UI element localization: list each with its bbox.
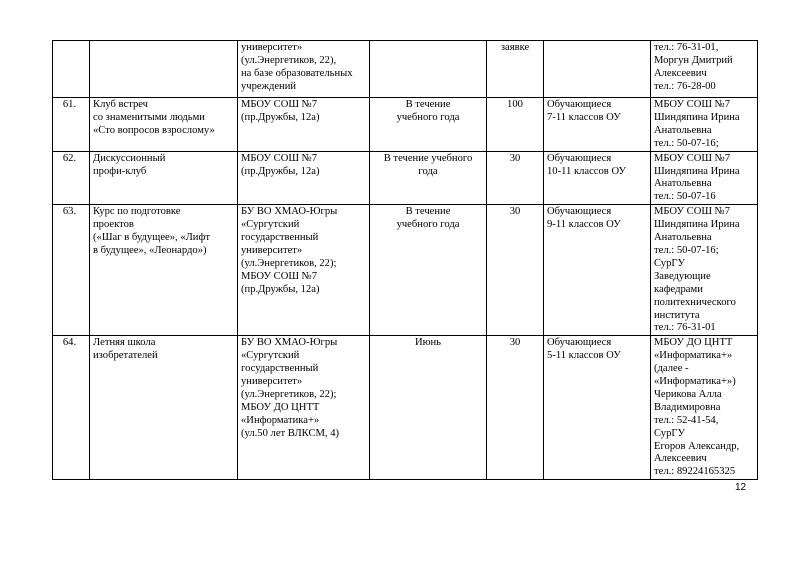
participant-count-cell bbox=[487, 336, 544, 480]
row-number-cell bbox=[53, 205, 90, 336]
cell-text-line: МБОУ СОШ №7 bbox=[654, 206, 731, 218]
cell-text-line: Шиндяпина Ирина bbox=[654, 219, 740, 231]
cell-text-line: Егоров Александр, bbox=[654, 440, 740, 452]
cell-text-line: (пр.Дружбы, 12а) bbox=[241, 283, 320, 295]
cell-text-line: тел.: 76-31-01, bbox=[654, 42, 719, 53]
cell-text-line: государственный bbox=[241, 363, 319, 375]
cell-text-line: 62. bbox=[62, 152, 77, 164]
table-row bbox=[53, 205, 758, 336]
cell-text-line: изобретателей bbox=[93, 350, 158, 362]
responsible-cell bbox=[651, 98, 758, 152]
cell-text-line: кафедрами bbox=[654, 283, 703, 295]
cell-text-line: МБОУ СОШ №7 bbox=[241, 152, 318, 164]
cell-text-line: университет» bbox=[241, 42, 303, 53]
cell-text-line: МБОУ СОШ №7 bbox=[241, 99, 318, 110]
cell-text-line: (ул.Энергетиков, 22); bbox=[241, 388, 337, 400]
period-cell bbox=[370, 41, 487, 98]
cell-text-line: (пр.Дружбы, 12а) bbox=[241, 111, 320, 123]
cell-text-line: СурГУ bbox=[654, 257, 686, 269]
participants-cell bbox=[544, 151, 651, 205]
cell-text-line: тел.: 50-07-16; bbox=[654, 137, 719, 149]
cell-text-line: «Сургутский bbox=[241, 219, 300, 231]
cell-text-line: учебного года bbox=[396, 111, 460, 123]
cell-text-line: 30 bbox=[509, 206, 521, 218]
cell-text-line: Обучающиеся bbox=[547, 337, 612, 349]
period-cell bbox=[370, 151, 487, 205]
cell-text-line: МБОУ СОШ №7 bbox=[654, 99, 731, 110]
responsible-cell bbox=[651, 41, 758, 98]
cell-text-line: Клуб встреч bbox=[93, 99, 149, 110]
event-name-cell bbox=[90, 205, 238, 336]
cell-text-line: университет» bbox=[241, 376, 303, 388]
cell-text-line: Заведующие bbox=[654, 270, 711, 282]
cell-text-line: в будущее», «Леонардо») bbox=[93, 244, 207, 256]
cell-text-line: Июнь bbox=[414, 337, 442, 349]
cell-text-line: МБОУ ДО ЦНТТ bbox=[241, 401, 320, 413]
cell-text-line: Летняя школа bbox=[93, 337, 156, 349]
cell-text-line: Дискуссионный bbox=[93, 152, 166, 164]
cell-text-line: Шиндяпина Ирина bbox=[654, 165, 740, 177]
cell-text-line: Анатольевна bbox=[654, 232, 712, 244]
participant-count-cell bbox=[487, 98, 544, 152]
cell-text-line: 30 bbox=[509, 152, 521, 164]
event-name-cell bbox=[90, 98, 238, 152]
cell-text-line: (ул.Энергетиков, 22), bbox=[241, 54, 337, 66]
cell-text-line: учебного года bbox=[396, 219, 460, 231]
cell-text-line: Обучающиеся bbox=[547, 99, 612, 110]
row-number-cell bbox=[53, 98, 90, 152]
cell-text-line: Обучающиеся bbox=[547, 152, 612, 164]
cell-text-line: года bbox=[418, 165, 438, 177]
cell-text-line: 5-11 классов ОУ bbox=[547, 350, 621, 362]
cell-text-line: «Сто вопросов взрослому» bbox=[93, 124, 215, 136]
cell-text-line: («Шаг в будущее», «Лифт bbox=[93, 232, 210, 244]
cell-text-line: 100 bbox=[507, 99, 523, 110]
events-table bbox=[52, 40, 758, 480]
period-cell bbox=[370, 336, 487, 480]
cell-text-line: государственный bbox=[241, 232, 319, 244]
cell-text-line: на базе образовательных bbox=[241, 67, 353, 79]
table-row bbox=[53, 336, 758, 480]
cell-text-line: СурГУ bbox=[654, 427, 686, 439]
cell-text-line: тел.: 76-28-00 bbox=[654, 80, 716, 92]
event-name-cell bbox=[90, 336, 238, 480]
cell-text-line: Владимировна bbox=[654, 401, 721, 413]
period-cell bbox=[370, 98, 487, 152]
cell-text-line: (далее - bbox=[654, 363, 689, 375]
cell-text-line: профи-клуб bbox=[93, 165, 147, 177]
cell-text-line: (ул.50 лет ВЛКСМ, 4) bbox=[241, 427, 340, 439]
cell-text-line: В течение учебного bbox=[383, 152, 473, 164]
cell-text-line: 63. bbox=[62, 206, 77, 218]
cell-text-line: Моргун Дмитрий bbox=[654, 54, 733, 66]
venue-cell bbox=[238, 98, 370, 152]
cell-text-line: тел.: 52-41-54, bbox=[654, 414, 719, 426]
venue-cell bbox=[238, 205, 370, 336]
cell-text-line: Анатольевна bbox=[654, 178, 712, 190]
cell-text-line: тел.: 89224165325 bbox=[654, 466, 736, 478]
event-name-cell bbox=[90, 151, 238, 205]
table-row bbox=[53, 151, 758, 205]
cell-text-line: Алексеевич bbox=[654, 453, 707, 465]
cell-text-line: «Информатика+» bbox=[241, 414, 320, 426]
row-number-cell bbox=[53, 336, 90, 480]
responsible-cell bbox=[651, 205, 758, 336]
cell-text-line: В течение bbox=[405, 99, 451, 110]
cell-text-line: университет» bbox=[241, 244, 303, 256]
participants-cell bbox=[544, 205, 651, 336]
cell-text-line: со знаменитыми людьми bbox=[93, 111, 205, 123]
participants-cell bbox=[544, 336, 651, 480]
cell-text-line: «Информатика+» bbox=[654, 350, 733, 362]
cell-text-line: Анатольевна bbox=[654, 124, 712, 136]
participant-count-cell bbox=[487, 151, 544, 205]
responsible-cell bbox=[651, 336, 758, 480]
cell-text-line: института bbox=[654, 309, 700, 321]
cell-text-line: Обучающиеся bbox=[547, 206, 612, 218]
cell-text-line: проектов bbox=[93, 219, 134, 231]
cell-text-line: В течение bbox=[405, 206, 451, 218]
cell-text-line: МБОУ ДО ЦНТТ bbox=[654, 337, 733, 349]
page-number: 12 bbox=[735, 482, 747, 493]
cell-text-line: заявке bbox=[500, 42, 530, 53]
row-number-cell bbox=[53, 151, 90, 205]
event-name-cell bbox=[90, 41, 238, 98]
cell-text-line: БУ ВО ХМАО-Югры bbox=[241, 206, 338, 218]
participants-cell bbox=[544, 98, 651, 152]
participant-count-cell bbox=[487, 205, 544, 336]
cell-text-line: «Сургутский bbox=[241, 350, 300, 362]
table-row bbox=[53, 41, 758, 98]
cell-text-line: 10-11 классов ОУ bbox=[547, 165, 627, 177]
table-row bbox=[53, 98, 758, 152]
cell-text-line: Черикова Алла bbox=[654, 388, 722, 400]
cell-text-line: 7-11 классов ОУ bbox=[547, 111, 621, 123]
cell-text-line: (пр.Дружбы, 12а) bbox=[241, 165, 320, 177]
cell-text-line: политехнического bbox=[654, 296, 736, 308]
cell-text-line: МБОУ СОШ №7 bbox=[654, 152, 731, 164]
participant-count-cell bbox=[487, 41, 544, 98]
cell-text-line: БУ ВО ХМАО-Югры bbox=[241, 337, 338, 349]
cell-text-line: МБОУ СОШ №7 bbox=[241, 270, 318, 282]
cell-text-line: 9-11 классов ОУ bbox=[547, 219, 621, 231]
row-number-cell bbox=[53, 41, 90, 98]
cell-text-line: 64. bbox=[62, 337, 77, 349]
responsible-cell bbox=[651, 151, 758, 205]
cell-text-line: Курс по подготовке bbox=[93, 206, 181, 218]
cell-text-line: «Информатика+») bbox=[654, 376, 736, 388]
cell-text-line: Шиндяпина Ирина bbox=[654, 111, 740, 123]
cell-text-line: Алексеевич bbox=[654, 67, 707, 79]
cell-text-line: тел.: 50-07-16; bbox=[654, 244, 719, 256]
cell-text-line: (ул.Энергетиков, 22); bbox=[241, 257, 337, 269]
venue-cell bbox=[238, 151, 370, 205]
table-body bbox=[53, 41, 758, 480]
cell-text-line: 30 bbox=[509, 337, 521, 349]
participants-cell bbox=[544, 41, 651, 98]
cell-text-line: учреждений bbox=[241, 80, 297, 92]
period-cell bbox=[370, 205, 487, 336]
venue-cell bbox=[238, 41, 370, 98]
venue-cell bbox=[238, 336, 370, 480]
cell-text-line: тел.: 50-07-16 bbox=[654, 191, 716, 203]
cell-text-line: тел.: 76-31-01 bbox=[654, 322, 716, 334]
cell-text-line: 61. bbox=[62, 99, 77, 110]
